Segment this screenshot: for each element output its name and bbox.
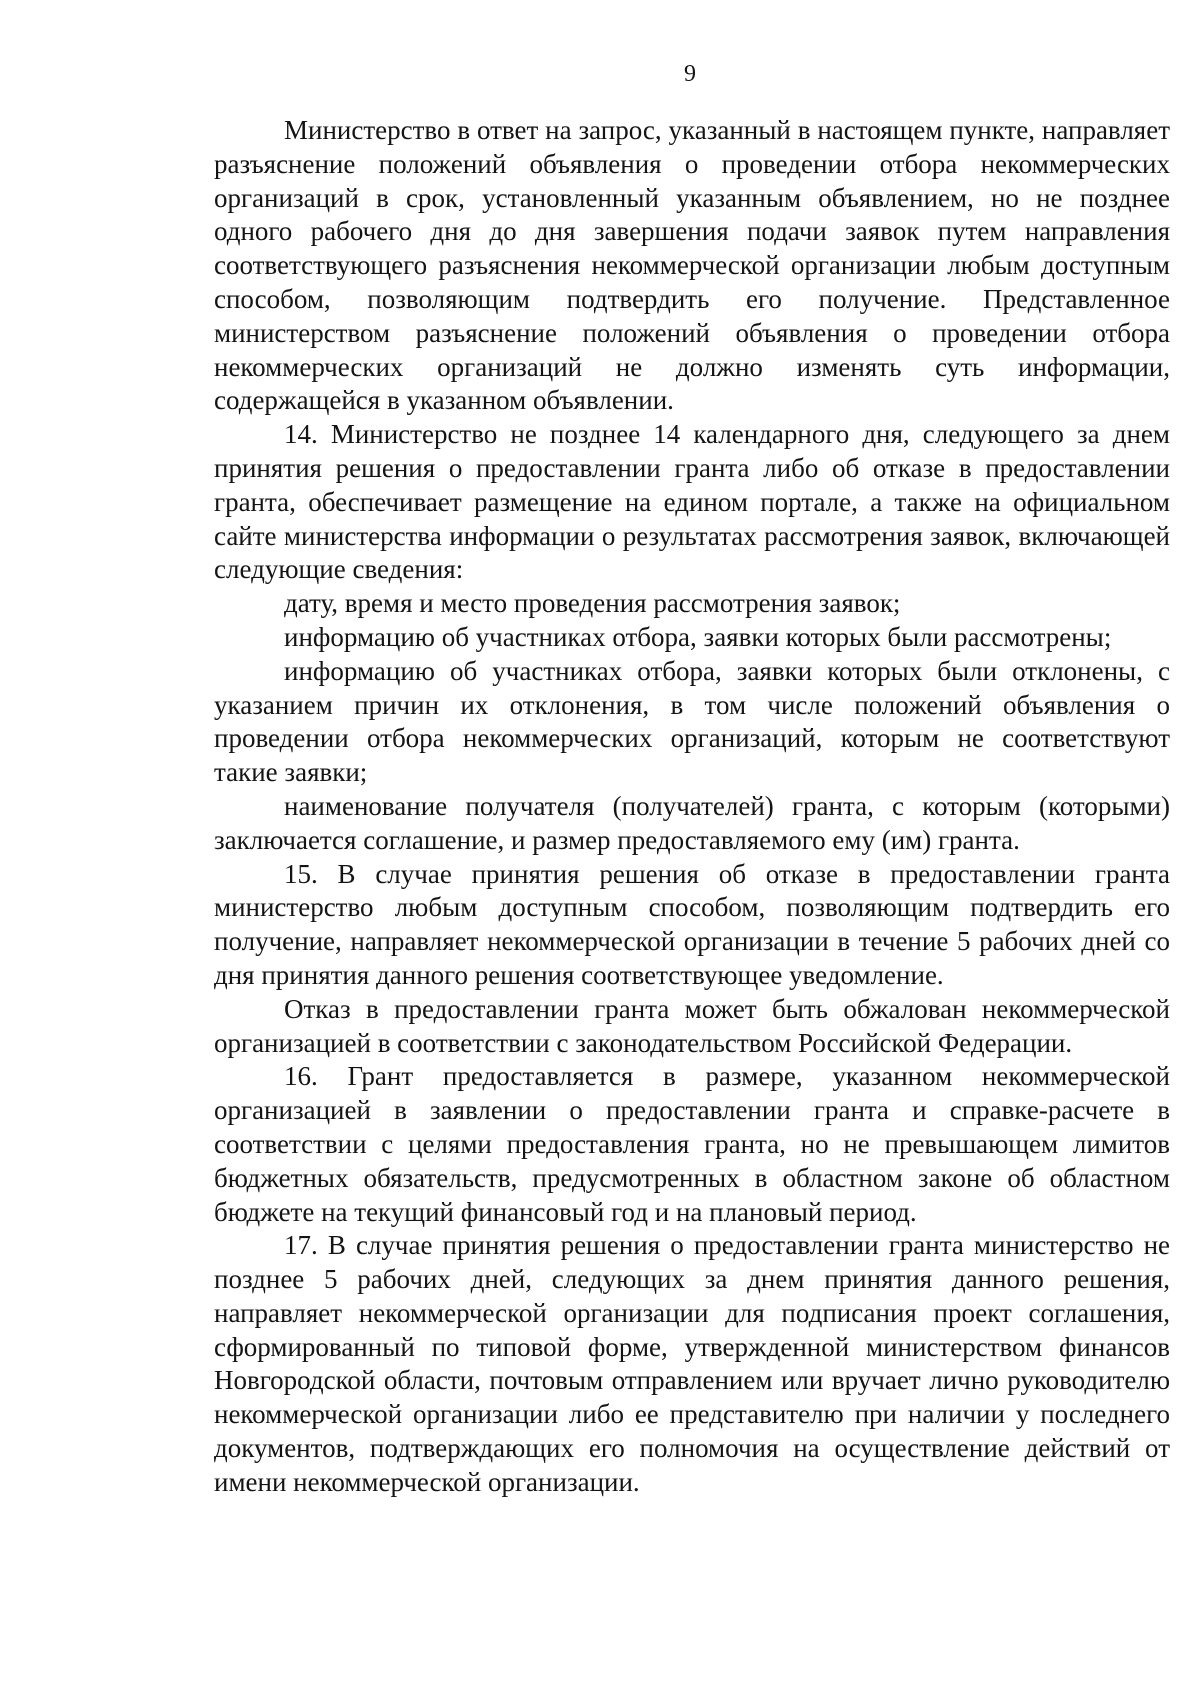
- list-item-grant-recipients: наименование получателя (получателей) гранта, с которым (которыми) заключается соглашение, и размер предоставляемого ему (им) гранта.: [214, 790, 1170, 855]
- paragraph-16: 16. Грант предоставляется в размере, указанном некоммерческой организацией в заявлении о предоставлении гранта и справке-расчете в соответствии с целями предоставления гранта, но не превышающем лимитов бюджетных обязательств, предусмотренных в областном законе об областном бюджете на текущий финансовый год и на плановый период.: [214, 1061, 1170, 1227]
- page-number: 9: [684, 61, 696, 87]
- paragraph-ministry-clarification: Министерство в ответ на запрос, указанный в настоящем пункте, направляет разъяснение положений объявления о проведении отбора некоммерческих организаций в срок, установленный указанным объявлением, но не позднее одного рабочего дня до дня завершения подачи заявок путем направления соответствующего разъяснения некоммерческой организации любым доступным способом, позволяющим подтвердить его получение. Представленное министерством разъяснение положений объявления о проведении отбора некоммерческих организаций не должно изменять суть информации, содержащейся в указанном объявлении.: [214, 115, 1170, 416]
- paragraph-refusal-appeal: Отказ в предоставлении гранта может быть обжалован некоммерческой организацией в соответствии с законодательством Российской Федерации.: [214, 993, 1170, 1058]
- paragraph-17: 17. В случае принятия решения о предоставлении гранта министерство не позднее 5 рабочих дней, следующих за днем принятия данного решения, направляет некоммерческой организации для подписания проект соглашения, сформированный по типовой форме, утвержденной министерством финансов Новгородской области, почтовым отправлением или вручает лично руководителю некоммерческой организации либо ее представителю при наличии у последнего документов, подтверждающих его полномочия на осуществление действий от имени некоммерческой организации.: [214, 1230, 1170, 1497]
- paragraph-14: 14. Министерство не позднее 14 календарного дня, следующего за днем принятия решения о предоставлении гранта либо об отказе в предоставлении гранта, обеспечивает размещение на едином портале, а также на официальном сайте министерства информации о результатах рассмотрения заявок, включающей следующие сведения:: [214, 419, 1170, 585]
- list-item-rejected-participants: информацию об участниках отбора, заявки которых были отклонены, с указанием причин их отклонения, в том числе положений объявления о проведении отбора некоммерческих организаций, которым не соответствуют такие заявки;: [214, 655, 1170, 788]
- list-item-date-time-place: дату, время и место проведения рассмотрения заявок;: [284, 588, 901, 619]
- document-body: [214, 114, 1170, 1500]
- list-item-reviewed-participants: информацию об участниках отбора, заявки которых были рассмотрены;: [284, 621, 1112, 652]
- paragraph-15: 15. В случае принятия решения об отказе в предоставлении гранта министерство любым доступным способом, позволяющим подтвердить его получение, направляет некоммерческой организации в течение 5 рабочих дней со дня принятия данного решения соответствующее уведомление.: [214, 858, 1170, 990]
